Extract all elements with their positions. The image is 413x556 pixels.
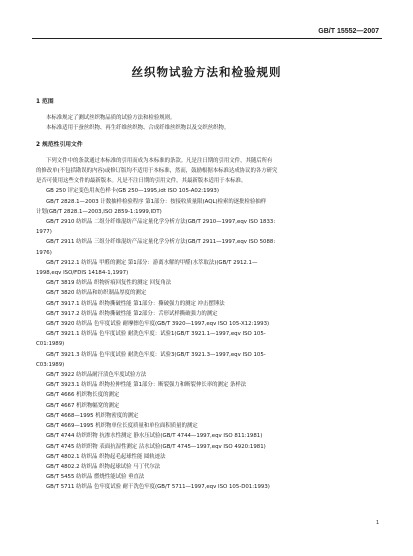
reference-line: GB/T 2828.1—2003 计数抽样检验程序 第1部分：按接收质量限(AQL)检索的逐批检验抽样 bbox=[46, 198, 267, 205]
page-number: 1 bbox=[375, 520, 379, 526]
reference-line: GB/T 4745 纺织织物 表面抗湿性测定 沾水试验(GB/T 4745—1997,eqv ISO 4920:1981) bbox=[46, 443, 266, 450]
reference-line: GB/T 3921.1 纺织品 色牢度试验 耐洗色牢度：试验1(GB/T 3921.1—1997,eqv ISO 105- bbox=[46, 331, 266, 338]
reference-line: GB/T 2912.1 纺织品 甲醛的测定 第1部分：游离水解的甲醛(水萃取法)(GB/T 2912.1— bbox=[46, 259, 258, 266]
reference-line: GB/T 3819 纺织品 织物折痕回复性的测定 回复角法 bbox=[46, 280, 172, 287]
reference-line: GB/T 4802.2 纺织品 织物起球试验 马丁代尔法 bbox=[46, 463, 161, 470]
reference-line: GB/T 2911 纺织品 三组分纤维混纺产品定量化学分析方法(GB/T 2911—1997,eqv ISO 5088: bbox=[46, 239, 276, 246]
reference-line: 计划(GB/T 2828.1—2003,ISO 2859-1:1999,IDT) bbox=[36, 208, 162, 215]
reference-line: GB/T 5455 纺织品 燃烧性能试验 垂直法 bbox=[46, 474, 145, 481]
reference-line: 1977) bbox=[36, 229, 52, 236]
reference-line: GB/T 4802.1 纺织品 织物起毛起球性能 圆轨迹法 bbox=[46, 453, 166, 460]
reference-line: GB 250 评定变色用灰色样卡(GB 250—1995,idt ISO 105-A02:1993) bbox=[46, 188, 219, 195]
document-body bbox=[36, 97, 381, 493]
section-1-heading: 1 范围 bbox=[36, 99, 54, 105]
reference-line: GB/T 3917.1 纺织品 织物撕破性能 第1部分：撕破强力的测定 冲击摆锤法 bbox=[46, 300, 225, 307]
reference-line: C01:1989) bbox=[36, 341, 65, 348]
header-rule bbox=[32, 38, 382, 39]
section-1-paragraph: 本标准规定了测试丝织物品质的试验方法和检验规则。 bbox=[46, 115, 176, 122]
standard-number: GB/T 15552—2007 bbox=[318, 28, 379, 35]
reference-line: 1976) bbox=[36, 249, 52, 256]
reference-line: GB/T 5711 纺织品 色牢度试验 耐干洗色牢度(GB/T 5711—1997,eqv ISO 105-D01:1993) bbox=[46, 484, 270, 491]
reference-line: GB/T 4668—1995 机织物密度的测定 bbox=[46, 412, 139, 419]
reference-line: GB/T 2910 纺织品 二组分纤维混纺产品定量化学分析方法(GB/T 2910—1997,eqv ISO 1833: bbox=[46, 219, 276, 226]
reference-line: GB/T 3922 纺织品耐汗渍色牢度试验方法 bbox=[46, 372, 147, 379]
reference-line: GB/T 3917.2 纺织品 织物撕破性能 第2部分：舌形试样撕破强力的测定 bbox=[46, 310, 218, 317]
reference-line: GB/T 4744 纺织织物 抗渗水性测定 静水压试验(GB/T 4744—1997,eqv ISO 811:1981) bbox=[46, 433, 263, 440]
document-title: 丝织物试验方法和检验规则 bbox=[131, 65, 282, 79]
section-2-intro-line: 的修改单(不包括勘误的内容)或修订版均不适用于本标准，然而，鼓励根据本标准达成协议的各方研究 bbox=[36, 168, 278, 175]
reference-line: GB/T 4666 机织物长度的测定 bbox=[46, 392, 120, 399]
reference-line: GB/T 3921.3 纺织品 色牢度试验 耐洗色牢度：试验3(GB/T 3921.3—1997,eqv ISO 105- bbox=[46, 351, 266, 358]
reference-line: 1998,eqv ISO/FDIS 14184-1,1997) bbox=[36, 270, 129, 277]
reference-line: GB/T 3820 纺织品和纺织制品厚度的测定 bbox=[46, 290, 147, 297]
section-2-intro-line: 下列文件中的条款通过本标准的引用而成为本标准的条款。凡是注日期的引用文件，其随后所有 bbox=[46, 157, 273, 164]
reference-line: C03:1989) bbox=[36, 361, 65, 368]
section-2-intro-line: 是否可使用这些文件的最新版本。凡是不注日期的引用文件，其最新版本适用于本标准。 bbox=[36, 178, 247, 185]
reference-line: GB/T 3920 纺织品 色牢度试验 耐摩擦色牢度(GB/T 3920—1997,eqv ISO 105-X12:1993) bbox=[46, 321, 270, 328]
reference-line: GB/T 4669—1995 机织物单位长度质量和单位面积质量的测定 bbox=[46, 423, 198, 430]
reference-list bbox=[36, 186, 381, 492]
section-1-paragraph: 本标准适用于蚕丝织物、再生纤维丝织物、合成纤维丝织物以及交织丝织物。 bbox=[46, 125, 230, 132]
reference-line: GB/T 4667 机织物幅宽的测定 bbox=[46, 402, 120, 409]
section-2-heading: 2 规范性引用文件 bbox=[36, 141, 83, 148]
reference-line: GB/T 3923.1 纺织品 织物拉伸性能 第1部分：断裂强力和断裂伸长率的测定 条样法 bbox=[46, 382, 247, 389]
